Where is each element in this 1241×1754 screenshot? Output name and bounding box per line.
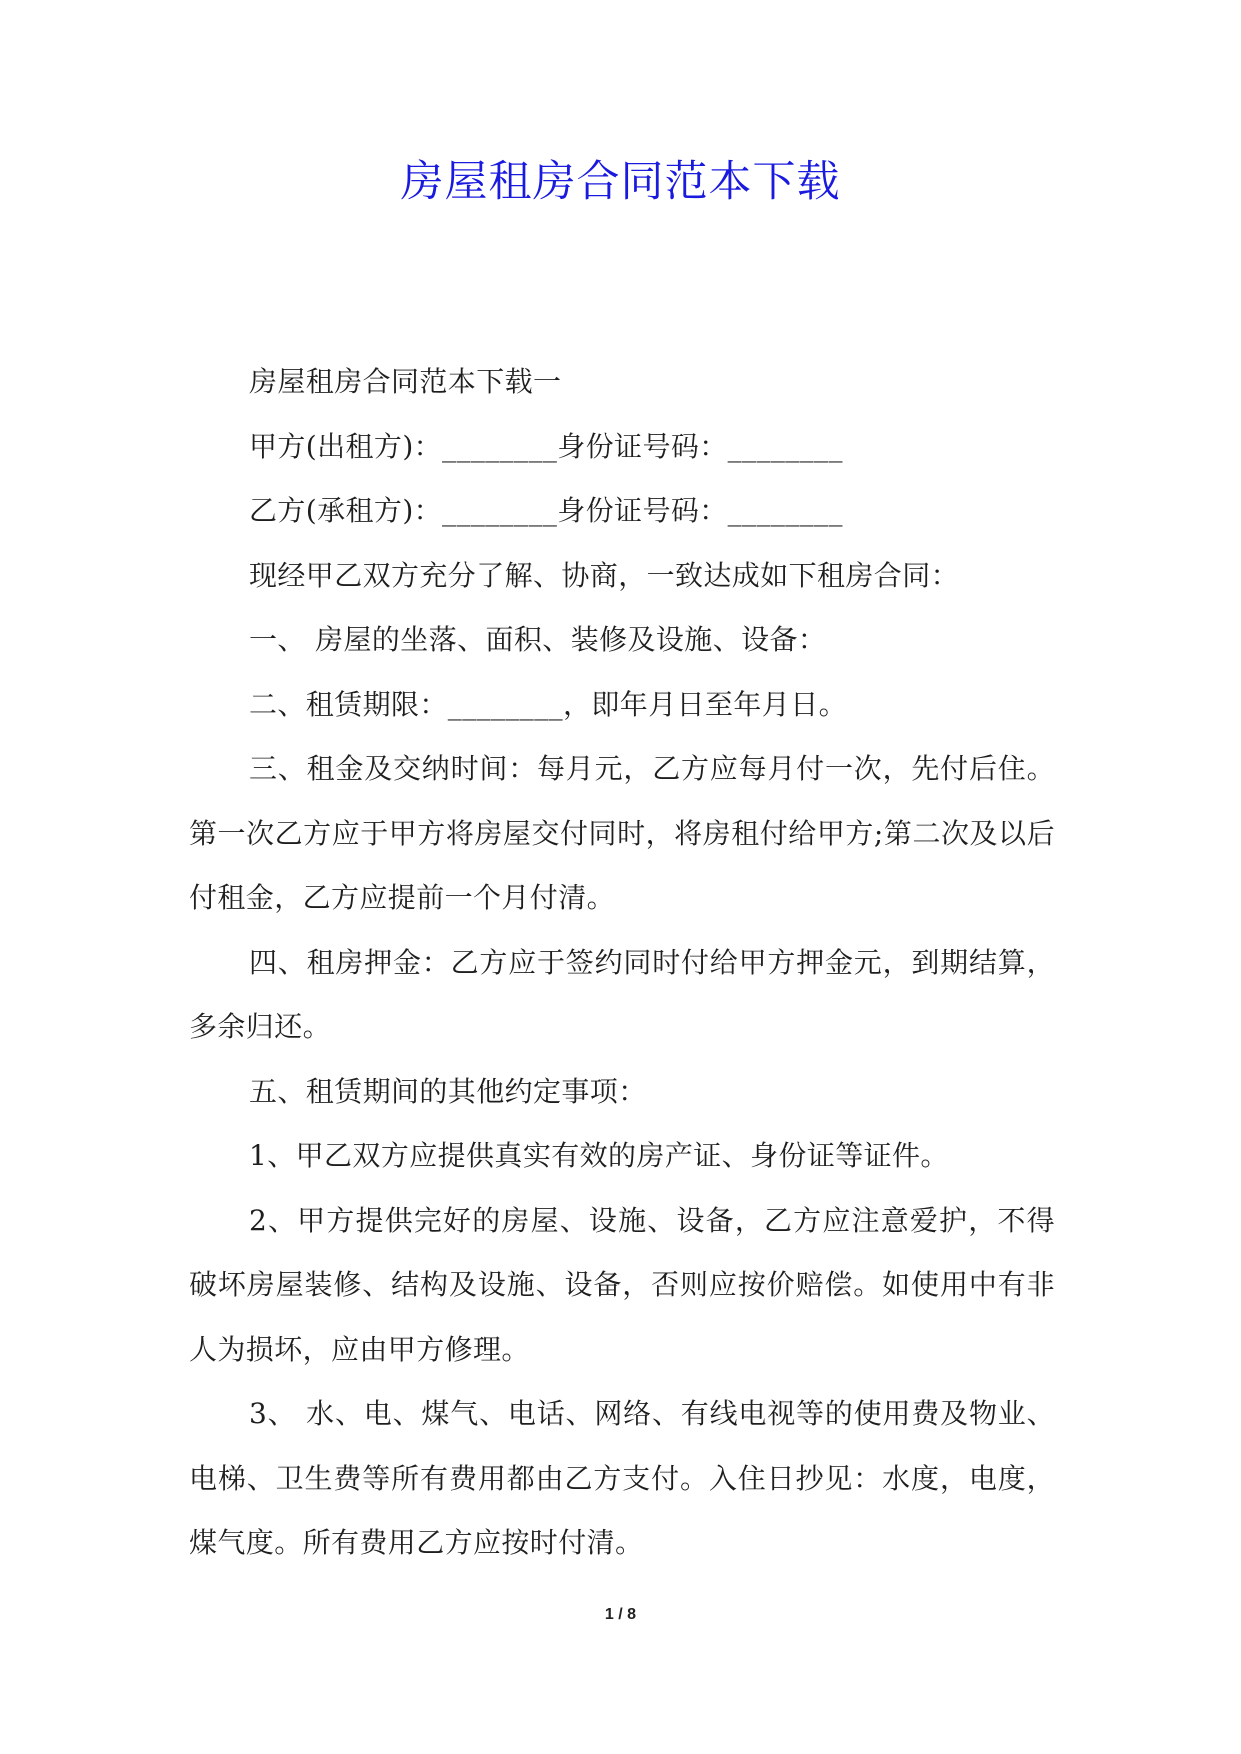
paragraph-party-b: 乙方(承租方)：________身份证号码：________ bbox=[249, 494, 843, 527]
paragraph-item-2: 2、甲方提供完好的房屋、设施、设备，乙方应注意爱护，不得破坏房屋装修、结构及设施、设备，否则应按价赔偿。如使用中有非人为损坏，应由甲方修理。 bbox=[189, 1203, 1055, 1366]
page-number: 1 / 8 bbox=[604, 1606, 637, 1623]
paragraph-heading: 房屋租房合同范本下载一 bbox=[249, 365, 562, 398]
paragraph-agreement: 现经甲乙双方充分了解、协商，一致达成如下租房合同： bbox=[249, 558, 960, 592]
paragraph-clause-1: 一、 房屋的坐落、面积、装修及设施、设备： bbox=[249, 623, 827, 656]
document-title: 房屋租房合同范本下载 bbox=[400, 157, 841, 207]
paragraph-clause-4: 四、租房押金：乙方应于签约同时付给甲方押金元，到期结算，多余归还。 bbox=[189, 945, 1055, 1043]
paragraph-party-a: 甲方(出租方)：________身份证号码：________ bbox=[249, 429, 843, 463]
paragraph-clause-2: 二、租赁期限：________，即年月日至年月日。 bbox=[249, 687, 848, 721]
paragraph-clause-3: 三、租金及交纳时间：每月元，乙方应每月付一次，先付后住。第一次乙方应于甲方将房屋交付同时，将房租付给甲方;第二次及以后付租金，乙方应提前一个月付清。 bbox=[189, 752, 1055, 914]
paragraph-item-1: 1、甲乙双方应提供真实有效的房产证、身份证等证件。 bbox=[249, 1139, 949, 1172]
paragraph-item-3: 3、 水、电、煤气、电话、网络、有线电视等的使用费及物业、电梯、卫生费等所有费用都由乙方支付。入住日抄见：水度，电度，煤气度。所有费用乙方应按时付清。 bbox=[189, 1397, 1055, 1559]
document-body bbox=[189, 350, 1055, 1576]
paragraph-clause-5: 五、租赁期间的其他约定事项： bbox=[249, 1074, 647, 1108]
